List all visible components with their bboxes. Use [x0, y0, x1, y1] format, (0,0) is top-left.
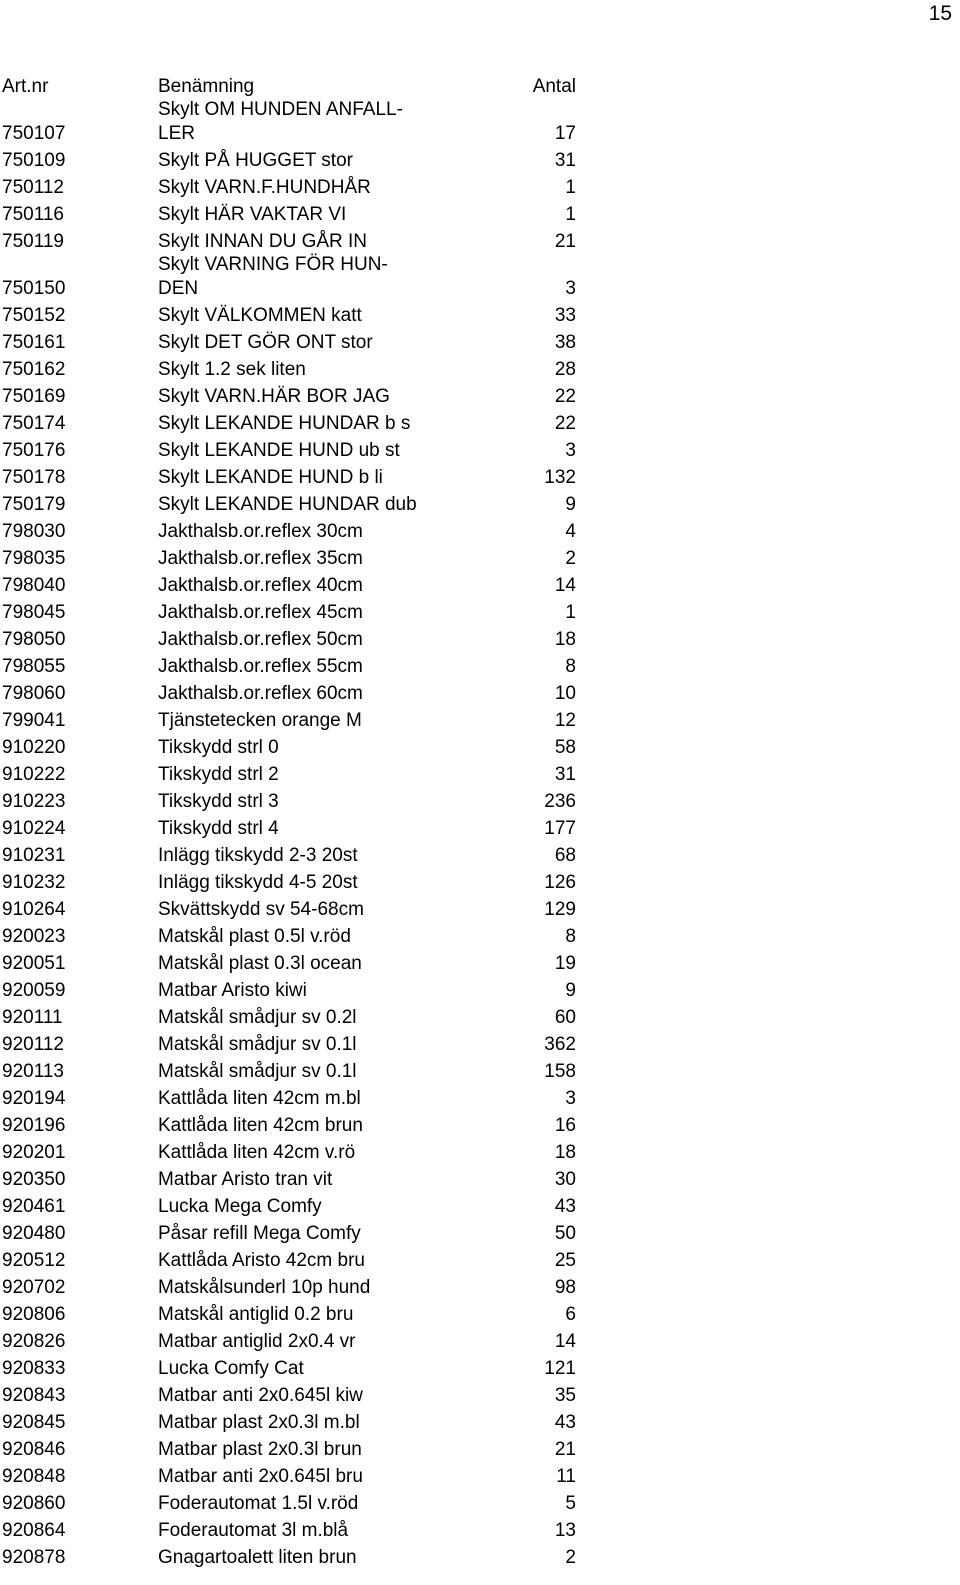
qty-cell: 38 [554, 332, 576, 353]
art-nr-cell: 750161 [2, 332, 66, 353]
name-cell: Skylt VARN.F.HUNDHÅR [158, 177, 371, 198]
table-row [2, 1328, 602, 1355]
name-cell: Skylt LEKANDE HUNDAR b s [158, 413, 411, 434]
qty-cell: 12 [554, 710, 576, 731]
art-nr-cell: 920480 [2, 1223, 66, 1244]
name-cell: Jakthalsb.or.reflex 60cm [158, 683, 363, 704]
table-row [2, 491, 602, 518]
qty-cell: 5 [565, 1493, 576, 1514]
name-cell: Skylt LEKANDE HUNDAR dub [158, 494, 417, 515]
name-cell: Skylt LEKANDE HUND ub st [158, 440, 400, 461]
table-row [2, 545, 602, 572]
qty-cell: 50 [554, 1223, 576, 1244]
table-row [2, 1193, 602, 1220]
art-nr-cell: 798060 [2, 683, 66, 704]
art-nr-cell: 750179 [2, 494, 66, 515]
art-nr-cell: 920113 [2, 1061, 64, 1082]
name-cell: Skvättskydd sv 54-68cm [158, 899, 364, 920]
name-cell: Gnagartoalett liten brun [158, 1547, 357, 1568]
qty-cell: 19 [554, 953, 576, 974]
table-row [2, 626, 602, 653]
name-cell: Tikskydd strl 4 [158, 818, 279, 839]
art-nr-cell: 920806 [2, 1304, 66, 1325]
art-nr-cell: 750174 [2, 413, 66, 434]
name-cell: Skylt DET GÖR ONT stor [158, 332, 373, 353]
qty-cell: 22 [554, 386, 576, 407]
name-cell: Inlägg tikskydd 2-3 20st [158, 845, 358, 866]
name-cell: Jakthalsb.or.reflex 35cm [158, 548, 363, 569]
header-name: Benämning [158, 76, 255, 97]
qty-cell: 1 [565, 177, 576, 198]
table-row [2, 302, 602, 329]
art-nr-cell: 750152 [2, 305, 66, 326]
table-row [2, 1301, 602, 1328]
name-cell: Jakthalsb.or.reflex 50cm [158, 629, 363, 650]
art-nr-cell: 798050 [2, 629, 66, 650]
qty-cell: 3 [565, 278, 576, 299]
art-nr-cell: 910224 [2, 818, 66, 839]
table-row [2, 788, 602, 815]
qty-cell: 9 [565, 494, 576, 515]
art-nr-cell: 920111 [2, 1007, 63, 1028]
qty-cell: 129 [544, 899, 576, 920]
art-nr-cell: 910232 [2, 872, 66, 893]
table-row [2, 896, 602, 923]
qty-cell: 177 [544, 818, 576, 839]
table-row [2, 228, 602, 255]
table-row [2, 923, 602, 950]
art-nr-cell: 920112 [2, 1034, 64, 1055]
table-row [2, 329, 602, 356]
table-row [2, 1112, 602, 1139]
art-nr-cell: 750178 [2, 467, 66, 488]
header-qty: Antal [532, 76, 576, 97]
qty-cell: 43 [554, 1196, 576, 1217]
table-row [2, 1085, 602, 1112]
name-cell: Skylt PÅ HUGGET stor [158, 150, 353, 171]
art-nr-cell: 798035 [2, 548, 66, 569]
art-nr-cell: 910220 [2, 737, 66, 758]
table-row [2, 1220, 602, 1247]
qty-cell: 8 [565, 926, 576, 947]
table-row [2, 815, 602, 842]
name-cell: Matskål plast 0.3l ocean [158, 953, 362, 974]
qty-cell: 126 [544, 872, 576, 893]
name-cell: Tikskydd strl 2 [158, 764, 279, 785]
table-row [2, 356, 602, 383]
qty-cell: 132 [544, 467, 576, 488]
name-cell: Tikskydd strl 0 [158, 737, 279, 758]
name-cell: Kattlåda Aristo 42cm bru [158, 1250, 365, 1271]
table-body [2, 100, 602, 1571]
art-nr-cell: 920201 [2, 1142, 66, 1163]
art-nr-cell: 798040 [2, 575, 66, 596]
table-row [2, 1382, 602, 1409]
table-row [2, 464, 602, 491]
qty-cell: 9 [565, 980, 576, 1001]
qty-cell: 25 [554, 1250, 576, 1271]
table-row [2, 201, 602, 228]
art-nr-cell: 920846 [2, 1439, 66, 1460]
art-nr-cell: 798045 [2, 602, 66, 623]
qty-cell: 6 [565, 1304, 576, 1325]
table-row [2, 761, 602, 788]
table-row [2, 734, 602, 761]
name-cell: Skylt LEKANDE HUND b li [158, 467, 383, 488]
qty-cell: 58 [554, 737, 576, 758]
table-row [2, 1463, 602, 1490]
qty-cell: 10 [554, 683, 576, 704]
qty-cell: 28 [554, 359, 576, 380]
qty-cell: 31 [554, 150, 576, 171]
table-row [2, 1517, 602, 1544]
table-row [2, 572, 602, 599]
qty-cell: 362 [544, 1034, 576, 1055]
table-row [2, 518, 602, 545]
name-cell: Matbar antiglid 2x0.4 vr [158, 1331, 356, 1352]
table-row [2, 1031, 602, 1058]
name-cell: Tjänstetecken orange M [158, 710, 362, 731]
art-nr-cell: 750107 [2, 123, 66, 144]
name-cell: Foderautomat 1.5l v.röd [158, 1493, 359, 1514]
name-cell: Jakthalsb.or.reflex 45cm [158, 602, 363, 623]
table-header [2, 73, 602, 100]
header-art-nr: Art.nr [2, 76, 49, 97]
art-nr-cell: 750109 [2, 150, 66, 171]
art-nr-cell: 750150 [2, 278, 66, 299]
table-row [2, 869, 602, 896]
table-row [2, 100, 602, 147]
name-cell: Matskål smådjur sv 0.2l [158, 1007, 357, 1028]
qty-cell: 1 [565, 602, 576, 623]
name-cell: Skylt VÄLKOMMEN katt [158, 305, 362, 326]
name-cell: Matskål smådjur sv 0.1l [158, 1061, 357, 1082]
name-cell: Matbar anti 2x0.645l bru [158, 1466, 363, 1487]
qty-cell: 43 [554, 1412, 576, 1433]
name-cell: Matskålsunderl 10p hund [158, 1277, 371, 1298]
art-nr-cell: 920833 [2, 1358, 66, 1379]
table-row [2, 1409, 602, 1436]
art-nr-cell: 799041 [2, 710, 66, 731]
name-cell: Påsar refill Mega Comfy [158, 1223, 361, 1244]
qty-cell: 4 [565, 521, 576, 542]
qty-cell: 98 [554, 1277, 576, 1298]
table-row [2, 1247, 602, 1274]
table-row [2, 1544, 602, 1571]
art-nr-cell: 920826 [2, 1331, 66, 1352]
art-nr-cell: 910264 [2, 899, 66, 920]
table-row [2, 842, 602, 869]
table-row [2, 410, 602, 437]
qty-cell: 13 [554, 1520, 576, 1541]
art-nr-cell: 798030 [2, 521, 66, 542]
qty-cell: 31 [554, 764, 576, 785]
art-nr-cell: 750112 [2, 177, 64, 198]
qty-cell: 68 [554, 845, 576, 866]
art-nr-cell: 920845 [2, 1412, 66, 1433]
table-row [2, 1166, 602, 1193]
table-row [2, 437, 602, 464]
art-nr-cell: 750162 [2, 359, 66, 380]
qty-cell: 14 [554, 575, 576, 596]
name-cell: Kattlåda liten 42cm brun [158, 1115, 363, 1136]
table-row [2, 1058, 602, 1085]
art-nr-cell: 920702 [2, 1277, 66, 1298]
art-nr-cell: 920051 [2, 953, 66, 974]
qty-cell: 18 [554, 1142, 576, 1163]
name-cell: Skylt HÄR VAKTAR VI [158, 204, 347, 225]
qty-cell: 30 [554, 1169, 576, 1190]
qty-cell: 17 [554, 123, 576, 144]
table-row [2, 653, 602, 680]
qty-cell: 18 [554, 629, 576, 650]
art-nr-cell: 920848 [2, 1466, 66, 1487]
name-cell: Skylt VARNING FÖR HUN- DEN [158, 254, 388, 299]
table-row [2, 147, 602, 174]
qty-cell: 14 [554, 1331, 576, 1352]
qty-cell: 33 [554, 305, 576, 326]
table-row [2, 1139, 602, 1166]
art-nr-cell: 920023 [2, 926, 66, 947]
table-row [2, 1355, 602, 1382]
name-cell: Skylt OM HUNDEN ANFALL- LER [158, 99, 403, 144]
inventory-table [2, 73, 602, 1571]
art-nr-cell: 920864 [2, 1520, 66, 1541]
art-nr-cell: 920878 [2, 1547, 66, 1568]
table-row [2, 255, 602, 302]
name-cell: Skylt 1.2 sek liten [158, 359, 306, 380]
qty-cell: 11 [556, 1466, 576, 1487]
art-nr-cell: 920843 [2, 1385, 66, 1406]
name-cell: Matbar Aristo kiwi [158, 980, 307, 1001]
name-cell: Lucka Mega Comfy [158, 1196, 322, 1217]
qty-cell: 3 [565, 440, 576, 461]
table-row [2, 599, 602, 626]
art-nr-cell: 920461 [2, 1196, 66, 1217]
art-nr-cell: 920860 [2, 1493, 66, 1514]
name-cell: Matskål smådjur sv 0.1l [158, 1034, 357, 1055]
qty-cell: 236 [544, 791, 576, 812]
name-cell: Foderautomat 3l m.blå [158, 1520, 349, 1541]
art-nr-cell: 920512 [2, 1250, 66, 1271]
art-nr-cell: 798055 [2, 656, 66, 677]
name-cell: Kattlåda liten 42cm m.bl [158, 1088, 361, 1109]
qty-cell: 21 [554, 231, 576, 252]
name-cell: Matbar plast 2x0.3l brun [158, 1439, 362, 1460]
table-row [2, 1436, 602, 1463]
qty-cell: 121 [544, 1358, 576, 1379]
qty-cell: 2 [565, 548, 576, 569]
table-row [2, 174, 602, 201]
name-cell: Matskål plast 0.5l v.röd [158, 926, 351, 947]
art-nr-cell: 920196 [2, 1115, 66, 1136]
art-nr-cell: 920194 [2, 1088, 66, 1109]
qty-cell: 22 [554, 413, 576, 434]
table-row [2, 1490, 602, 1517]
art-nr-cell: 750116 [2, 204, 64, 225]
name-cell: Skylt INNAN DU GÅR IN [158, 231, 368, 252]
name-cell: Skylt VARN.HÄR BOR JAG [158, 386, 390, 407]
art-nr-cell: 750176 [2, 440, 66, 461]
table-row [2, 977, 602, 1004]
table-row [2, 1004, 602, 1031]
art-nr-cell: 750119 [2, 231, 64, 252]
qty-cell: 2 [565, 1547, 576, 1568]
qty-cell: 3 [565, 1088, 576, 1109]
art-nr-cell: 920350 [2, 1169, 66, 1190]
table-row [2, 1274, 602, 1301]
name-cell: Jakthalsb.or.reflex 30cm [158, 521, 363, 542]
name-cell: Matskål antiglid 0.2 bru [158, 1304, 354, 1325]
name-cell: Matbar plast 2x0.3l m.bl [158, 1412, 360, 1433]
art-nr-cell: 910223 [2, 791, 66, 812]
qty-cell: 21 [554, 1439, 576, 1460]
table-row [2, 707, 602, 734]
name-cell: Jakthalsb.or.reflex 55cm [158, 656, 363, 677]
name-cell: Matbar Aristo tran vit [158, 1169, 333, 1190]
name-cell: Tikskydd strl 3 [158, 791, 279, 812]
table-row [2, 680, 602, 707]
art-nr-cell: 920059 [2, 980, 66, 1001]
name-cell: Lucka Comfy Cat [158, 1358, 304, 1379]
art-nr-cell: 750169 [2, 386, 66, 407]
table-row [2, 950, 602, 977]
art-nr-cell: 910231 [2, 845, 66, 866]
qty-cell: 60 [554, 1007, 576, 1028]
qty-cell: 16 [554, 1115, 576, 1136]
page-number: 15 [928, 2, 952, 25]
table-row [2, 383, 602, 410]
name-cell: Jakthalsb.or.reflex 40cm [158, 575, 363, 596]
qty-cell: 35 [554, 1385, 576, 1406]
name-cell: Matbar anti 2x0.645l kiw [158, 1385, 363, 1406]
qty-cell: 158 [544, 1061, 576, 1082]
art-nr-cell: 910222 [2, 764, 66, 785]
name-cell: Kattlåda liten 42cm v.rö [158, 1142, 356, 1163]
qty-cell: 1 [565, 204, 576, 225]
name-cell: Inlägg tikskydd 4-5 20st [158, 872, 358, 893]
qty-cell: 8 [565, 656, 576, 677]
